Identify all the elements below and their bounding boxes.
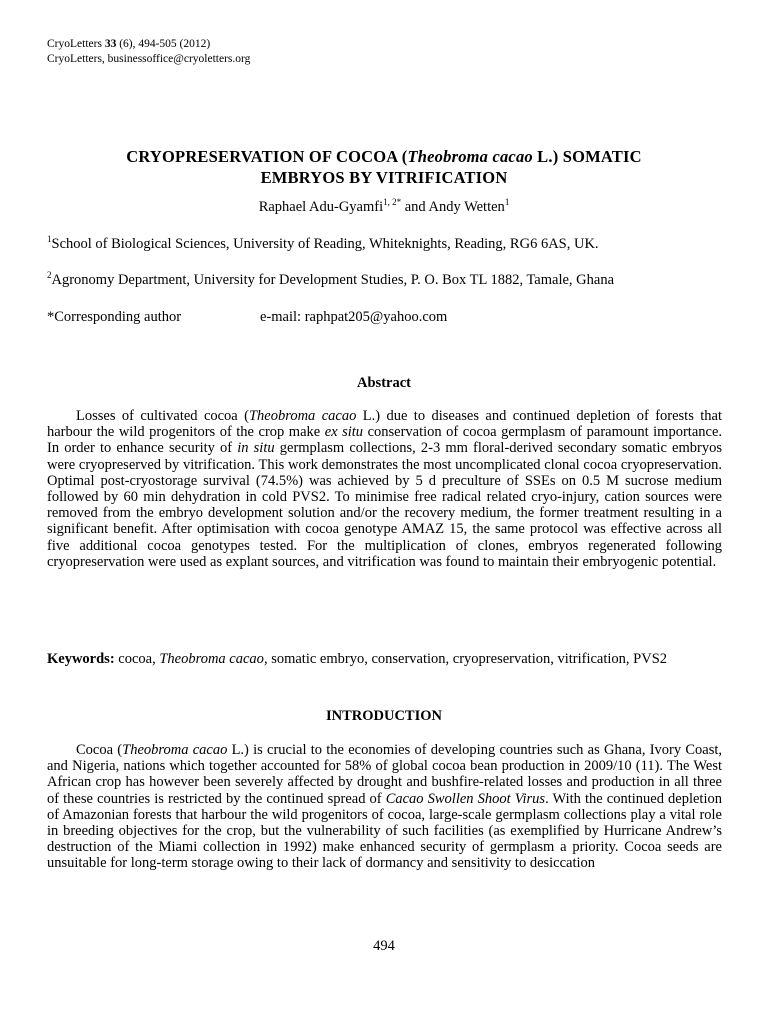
abstract-segment: L.) due to diseases and continued depletion of forests that harbour the wild progenitors of the crop make: [47, 408, 722, 441]
contact-line: CryoLetters, businessoffice@cryoletters.org: [47, 53, 251, 65]
affiliation-2: [47, 272, 722, 290]
title-line2: EMBRYOS BY VITRIFICATION: [260, 168, 508, 187]
intro-italic: Cacao Swollen Shoot Virus: [385, 790, 546, 807]
introduction-text: [47, 742, 722, 872]
article-title: [30, 146, 738, 188]
page-number: 494: [373, 938, 395, 954]
title-species: Theobroma cacao: [407, 147, 533, 166]
corresponding-email[interactable]: e-mail: raphpat205@yahoo.com: [260, 309, 448, 325]
keywords-segment: cocoa,: [114, 651, 160, 667]
author-1-affiliation-mark: 1, 2*: [383, 197, 402, 208]
citation-line: [47, 37, 250, 52]
author-list: [0, 199, 768, 216]
keywords-segment: , somatic embryo, conservation, cryopreservation, vitrification, PVS2: [263, 651, 668, 667]
intro-segment: Cocoa (: [76, 742, 123, 758]
abstract-italic: Theobroma cacao: [248, 408, 357, 424]
corresponding-author: [47, 309, 448, 326]
abstract-text: [47, 408, 722, 570]
journal-name: CryoLetters: [47, 38, 102, 50]
author-2-affiliation-mark: 1: [504, 197, 510, 208]
affiliation-2-text: Agronomy Department, University for Development Studies, P. O. Box TL 1882, Tamale, Ghana: [51, 272, 615, 288]
author-1: Raphael Adu-Gyamfi: [258, 199, 384, 215]
journal-volume: 33: [104, 38, 117, 50]
affiliation-1-mark: 1: [47, 234, 52, 245]
affiliation-1: [47, 236, 722, 254]
intro-segment: L.) is crucial to the economies of developing countries such as Ghana, Ivory Coast, and Nigeria, nations which together accounted for 58% of global cocoa bean production in 2009/10 (11). The West African crop has however been severely affected by drought and bushfire-related losses and production in all three of these countries is restricted by the continued spread of: [47, 742, 723, 807]
journal-header: [47, 37, 250, 67]
author-2: and Andy Wetten: [401, 199, 505, 215]
intro-segment: . With the continued depletion of Amazonian forests that harbour the wild progenitors of cocoa, large-scale germplasm collections play a vital role in breeding objectives for the crop, but the vulnerability of such facilities (as exemplified by Hurricane Andrew’s destruction of the Miami collection in 1992) make enhanced security of germplasm a priority. Cocoa seeds are unsuitable for long-term storage owing to their lack of dormancy and sensitivity to desiccation: [47, 790, 722, 872]
affiliation-1-text: School of Biological Sciences, University of Reading, Whiteknights, Reading, RG6 6AS, UK.: [51, 236, 599, 252]
keywords-italic: Theobroma cacao: [159, 651, 264, 667]
abstract-segment: conservation of cocoa germplasm of paramount importance. In order to enhance security of: [47, 424, 722, 457]
journal-issue-pages: (6), 494-505 (2012): [119, 38, 211, 50]
introduction-heading: INTRODUCTION: [325, 708, 442, 724]
intro-italic: Theobroma cacao: [122, 742, 228, 758]
title-part2: L.) SOMATIC: [532, 147, 642, 166]
keywords: [47, 651, 722, 668]
keywords-label: Keywords:: [47, 651, 115, 667]
abstract-italic: ex situ: [324, 424, 364, 441]
affiliation-2-mark: 2: [47, 270, 52, 281]
abstract-segment: Losses of cultivated cocoa (: [76, 408, 249, 424]
title-part1: CRYOPRESERVATION OF COCOA (: [126, 147, 408, 166]
abstract-italic: in situ: [237, 440, 275, 457]
corresponding-author-label: *Corresponding author: [47, 309, 182, 325]
abstract-segment: germplasm collections, 2-3 mm floral-derived secondary somatic embryos were cryopreserved by vitrification. This work demonstrates the most uncomplicated clonal cocoa cryopreservation. Optimal post-cryostorage survival (74.5%) was achieved by 5 d preculture of SSEs on 0.5 M sucrose medium followed by 60 min dehydration in cold PVS2. To minimise free radical related cryo-injury, cation sources were removed from the embryo development solution and/or the recovery medium, the former treatment resulting in a significant benefit. After optimisation with cocoa genotype AMAZ 15, the same protocol was effective across all five additional cocoa genotypes tested. For the multiplication of clones, embryos regenerated following cryopreservation were used as explant sources, and vitrification was found to maintain their embryogenic potential.: [47, 440, 722, 570]
abstract-heading: Abstract: [357, 375, 411, 391]
